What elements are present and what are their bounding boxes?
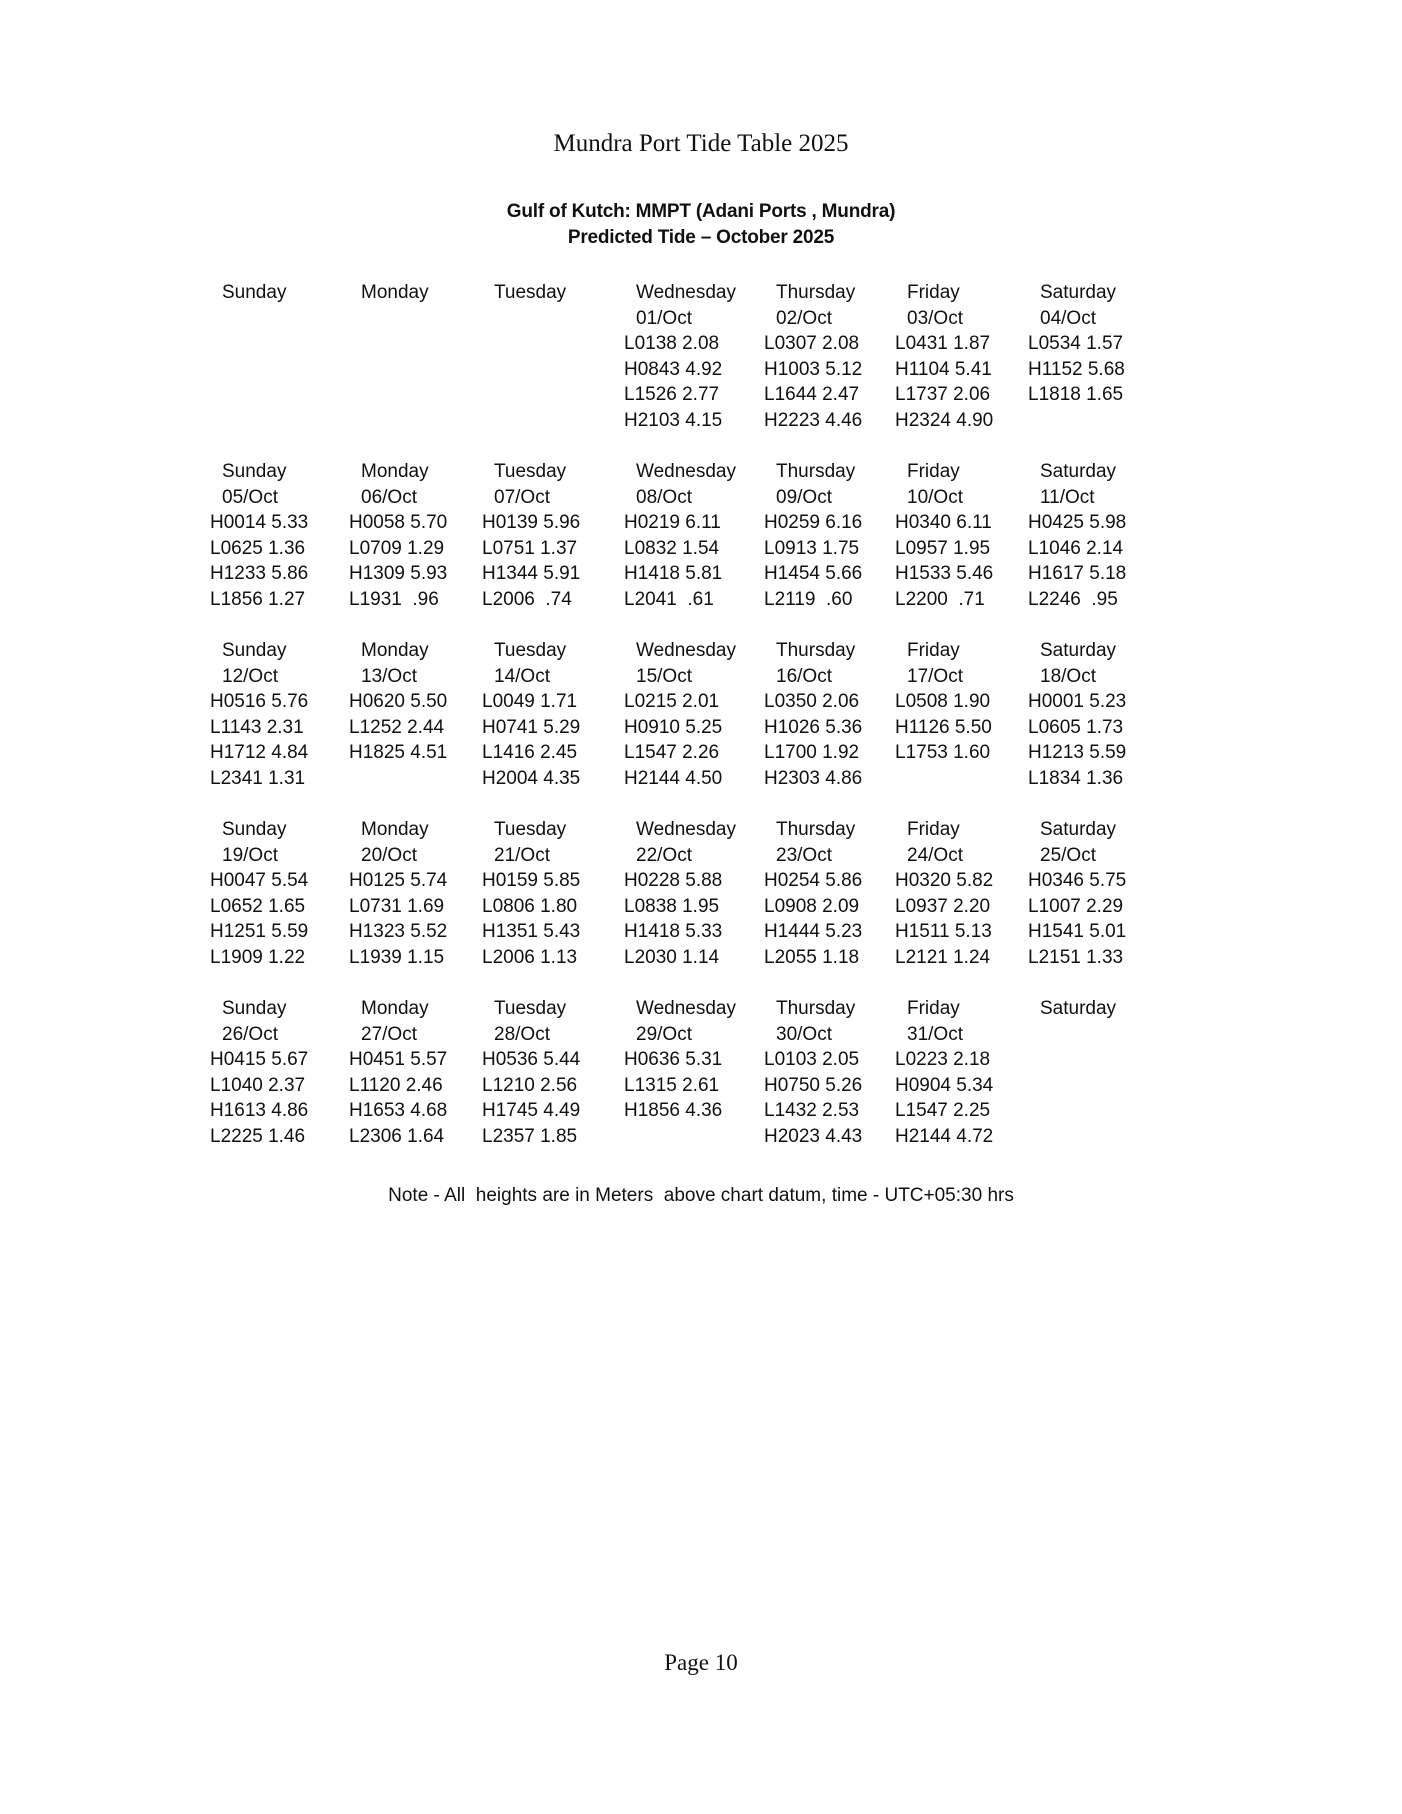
day-cell xyxy=(895,459,993,612)
day-date: 24/Oct xyxy=(907,844,963,866)
tide-entry: L0138 2.08 xyxy=(624,333,720,354)
day-cell xyxy=(895,817,993,970)
tide-entry: L0731 1.69 xyxy=(349,895,445,917)
tide-entry: L1432 2.53 xyxy=(764,1100,860,1121)
day-name: Sunday xyxy=(222,640,287,661)
day-date: 05/Oct xyxy=(222,486,278,508)
day-name: Friday xyxy=(907,998,960,1019)
day-date: 28/Oct xyxy=(494,1023,550,1045)
day-name: Friday xyxy=(907,461,960,482)
day-name: Thursday xyxy=(776,640,856,661)
day-cell xyxy=(764,459,862,612)
tide-entry: H0415 5.67 xyxy=(210,1049,309,1070)
day-name: Saturday xyxy=(1040,282,1117,303)
day-name: Friday xyxy=(907,819,960,840)
subtitle-period: Predicted Tide – October 2025 xyxy=(567,227,835,248)
tide-entry: H1351 5.43 xyxy=(482,921,581,942)
subtitle-location: Gulf of Kutch: MMPT (Adani Ports , Mundra) xyxy=(506,201,896,222)
day-date: 03/Oct xyxy=(907,307,963,329)
day-name: Sunday xyxy=(222,282,287,303)
day-date: 14/Oct xyxy=(494,665,550,687)
day-date: 12/Oct xyxy=(222,665,278,687)
day-cell xyxy=(210,996,308,1149)
tide-entry: L2041 .61 xyxy=(624,588,714,610)
day-cell xyxy=(624,280,736,433)
day-date: 02/Oct xyxy=(776,307,832,329)
day-cell xyxy=(1028,638,1126,791)
day-cell xyxy=(764,996,862,1149)
tide-entry: H1533 5.46 xyxy=(895,563,994,584)
day-cell xyxy=(210,280,286,306)
day-cell xyxy=(1028,817,1126,970)
tide-entry: H2004 4.35 xyxy=(482,767,581,789)
tide-entry: L1547 2.26 xyxy=(624,742,720,763)
day-cell xyxy=(482,996,580,1149)
day-name: Wednesday xyxy=(636,819,736,840)
day-name: Saturday xyxy=(1040,461,1117,482)
tide-entry: L1526 2.77 xyxy=(624,384,720,405)
tide-entry: H1511 5.13 xyxy=(895,921,992,942)
tide-entry: H0340 6.11 xyxy=(895,512,992,533)
day-cell xyxy=(349,638,447,766)
day-name: Wednesday xyxy=(636,998,736,1019)
day-name: Saturday xyxy=(1040,819,1117,840)
tide-entry: L2200 .71 xyxy=(895,588,985,610)
day-cell xyxy=(482,638,580,791)
tide-entry: L1939 1.15 xyxy=(349,946,445,968)
day-name: Monday xyxy=(361,640,429,661)
tide-entry: L0937 2.20 xyxy=(895,895,991,917)
day-cell xyxy=(349,817,447,970)
tide-entry: H0001 5.23 xyxy=(1028,691,1127,712)
tide-entry: L0605 1.73 xyxy=(1028,716,1124,738)
tide-entry: L0838 1.95 xyxy=(624,895,720,917)
tide-entry: H0259 6.16 xyxy=(764,512,863,533)
tide-entry: H0904 5.34 xyxy=(895,1074,994,1096)
tide-entry: H0910 5.25 xyxy=(624,716,723,738)
tide-entry: H1444 5.23 xyxy=(764,921,863,942)
tide-entry: L0223 2.18 xyxy=(895,1049,991,1070)
day-name: Thursday xyxy=(776,282,856,303)
tide-entry: L2246 .95 xyxy=(1028,588,1118,610)
day-name: Thursday xyxy=(776,998,856,1019)
day-date: 30/Oct xyxy=(776,1023,832,1045)
tide-entry: L1315 2.61 xyxy=(624,1074,720,1096)
tide-entry: L2006 .74 xyxy=(482,588,572,610)
day-date: 17/Oct xyxy=(907,665,963,687)
tide-entry: L0806 1.80 xyxy=(482,895,578,917)
tide-entry: H2103 4.15 xyxy=(624,409,723,431)
tide-entry: H0741 5.29 xyxy=(482,716,581,738)
day-name: Tuesday xyxy=(494,998,567,1019)
tide-entry: L0709 1.29 xyxy=(349,537,445,559)
tide-entry: H0750 5.26 xyxy=(764,1074,863,1096)
tide-entry: H0620 5.50 xyxy=(349,691,448,712)
day-cell xyxy=(349,996,447,1149)
tide-entry: H0536 5.44 xyxy=(482,1049,581,1070)
tide-entry: H2023 4.43 xyxy=(764,1125,863,1147)
tide-entry: L2225 1.46 xyxy=(210,1125,306,1147)
page-number: Page 10 xyxy=(664,1650,738,1675)
day-name: Thursday xyxy=(776,819,856,840)
day-cell xyxy=(624,459,736,612)
tide-entry: H1613 4.86 xyxy=(210,1100,309,1121)
tide-entry: L0957 1.95 xyxy=(895,537,991,559)
day-date: 11/Oct xyxy=(1040,486,1095,508)
tide-entry: L0652 1.65 xyxy=(210,895,306,917)
tide-entry: H1454 5.66 xyxy=(764,563,863,584)
day-cell xyxy=(764,280,862,433)
day-cell xyxy=(1028,280,1125,408)
day-date: 10/Oct xyxy=(907,486,963,508)
tide-entry: H1323 5.52 xyxy=(349,921,448,942)
tide-entry: L1547 2.25 xyxy=(895,1100,991,1121)
tide-entry: H1712 4.84 xyxy=(210,742,309,763)
day-cell xyxy=(895,280,993,433)
tide-entry: L1210 2.56 xyxy=(482,1074,578,1096)
day-date: 09/Oct xyxy=(776,486,832,508)
tide-entry: H1251 5.59 xyxy=(210,921,309,942)
tide-entry: L0832 1.54 xyxy=(624,537,720,559)
day-name: Tuesday xyxy=(494,461,567,482)
day-date: 01/Oct xyxy=(636,307,692,329)
day-cell xyxy=(349,459,447,612)
day-date: 29/Oct xyxy=(636,1023,692,1045)
tide-entry: L1931 .96 xyxy=(349,588,439,610)
day-cell xyxy=(624,638,736,791)
week-row xyxy=(0,459,1402,639)
tide-entry: H1541 5.01 xyxy=(1028,921,1127,942)
tide-entry: L1143 2.31 xyxy=(210,716,304,738)
tide-entry: L2119 .60 xyxy=(764,588,853,610)
tide-entry: L1834 1.36 xyxy=(1028,767,1124,789)
day-name: Tuesday xyxy=(494,819,567,840)
day-name: Wednesday xyxy=(636,461,736,482)
tide-entry: H0228 5.88 xyxy=(624,870,723,891)
day-name: Sunday xyxy=(222,998,287,1019)
day-name: Tuesday xyxy=(494,282,567,303)
tide-entry: H0058 5.70 xyxy=(349,512,448,533)
tide-entry: H1617 5.18 xyxy=(1028,563,1127,584)
day-cell xyxy=(624,817,736,970)
day-cell xyxy=(210,459,308,612)
day-name: Saturday xyxy=(1040,640,1117,661)
tide-entry: H1003 5.12 xyxy=(764,358,863,380)
tide-entry: L1737 2.06 xyxy=(895,384,991,405)
day-cell xyxy=(210,638,308,791)
tide-entry: H0254 5.86 xyxy=(764,870,863,891)
document-title: Mundra Port Tide Table 2025 xyxy=(553,130,849,157)
day-cell xyxy=(482,817,580,970)
tide-entry: L1856 1.27 xyxy=(210,588,306,610)
tide-entry: H0047 5.54 xyxy=(210,870,309,891)
tide-entry: L1644 2.47 xyxy=(764,384,860,405)
tide-entry: H0425 5.98 xyxy=(1028,512,1127,533)
day-date: 25/Oct xyxy=(1040,844,1096,866)
tide-entry: L1120 2.46 xyxy=(349,1074,443,1096)
day-name: Saturday xyxy=(1040,998,1117,1019)
day-date: 04/Oct xyxy=(1040,307,1096,329)
week-row xyxy=(0,817,1402,997)
tide-entry: L0908 2.09 xyxy=(764,895,860,917)
tide-entry: H0516 5.76 xyxy=(210,691,309,712)
day-name: Wednesday xyxy=(636,640,736,661)
tide-entry: H1126 5.50 xyxy=(895,716,992,738)
tide-entry: L0534 1.57 xyxy=(1028,333,1124,354)
tide-entry: L1416 2.45 xyxy=(482,742,578,763)
tide-entry: L1040 2.37 xyxy=(210,1074,306,1096)
day-date: 06/Oct xyxy=(361,486,417,508)
tide-entry: L0431 1.87 xyxy=(895,333,991,354)
day-date: 07/Oct xyxy=(494,486,550,508)
day-date: 13/Oct xyxy=(361,665,417,687)
tide-entry: H1745 4.49 xyxy=(482,1100,581,1121)
day-cell xyxy=(895,638,992,766)
tide-entry: H0843 4.92 xyxy=(624,358,723,380)
tide-entry: H1233 5.86 xyxy=(210,563,309,584)
tide-entry: L0913 1.75 xyxy=(764,537,860,559)
tide-entry: L0508 1.90 xyxy=(895,691,991,712)
tide-entry: L2055 1.18 xyxy=(764,946,860,968)
tide-entry: L2306 1.64 xyxy=(349,1125,445,1147)
tide-entry: L0049 1.71 xyxy=(482,691,578,712)
day-date: 18/Oct xyxy=(1040,665,1096,687)
tide-entry: H2144 4.50 xyxy=(624,767,723,789)
tide-entry: H0014 5.33 xyxy=(210,512,309,533)
day-name: Monday xyxy=(361,819,429,840)
tide-entry: H2303 4.86 xyxy=(764,767,863,789)
day-date: 08/Oct xyxy=(636,486,692,508)
day-date: 16/Oct xyxy=(776,665,832,687)
tide-entry: H0159 5.85 xyxy=(482,870,581,891)
day-name: Tuesday xyxy=(494,640,567,661)
day-name: Sunday xyxy=(222,461,287,482)
tide-entry: H2324 4.90 xyxy=(895,409,994,431)
tide-entry: H2144 4.72 xyxy=(895,1125,994,1147)
day-cell xyxy=(764,817,862,970)
tide-entry: L0751 1.37 xyxy=(482,537,578,559)
tide-entry: L0307 2.08 xyxy=(764,333,860,354)
tide-entry: H1344 5.91 xyxy=(482,563,581,584)
day-cell xyxy=(1028,996,1116,1022)
tide-entry: H1825 4.51 xyxy=(349,742,448,763)
day-date: 15/Oct xyxy=(636,665,692,687)
tide-entry: H1152 5.68 xyxy=(1028,358,1125,380)
tide-entry: L2030 1.14 xyxy=(624,946,720,968)
tide-entry: H2223 4.46 xyxy=(764,409,863,431)
day-date: 19/Oct xyxy=(222,844,278,866)
tide-entry: H1418 5.33 xyxy=(624,921,723,942)
units-note: Note - All heights are in Meters above chart datum, time - UTC+05:30 hrs xyxy=(388,1185,1014,1206)
day-cell xyxy=(349,280,429,306)
day-name: Thursday xyxy=(776,461,856,482)
week-row xyxy=(0,638,1402,818)
tide-entry: L2121 1.24 xyxy=(895,946,991,968)
day-cell xyxy=(482,280,566,306)
tide-entry: H0139 5.96 xyxy=(482,512,581,533)
tide-entry: H1213 5.59 xyxy=(1028,742,1127,763)
day-cell xyxy=(482,459,580,612)
tide-entry: L1007 2.29 xyxy=(1028,895,1124,917)
day-date: 20/Oct xyxy=(361,844,417,866)
day-cell xyxy=(1028,459,1126,612)
tide-entry: H0346 5.75 xyxy=(1028,870,1127,891)
day-cell xyxy=(895,996,993,1149)
tide-entry: H1309 5.93 xyxy=(349,563,448,584)
day-cell xyxy=(624,996,736,1124)
tide-entry: L0103 2.05 xyxy=(764,1049,860,1070)
tide-entry: H1026 5.36 xyxy=(764,716,863,738)
tide-entry: H1856 4.36 xyxy=(624,1100,723,1121)
day-name: Friday xyxy=(907,282,960,303)
tide-entry: H0320 5.82 xyxy=(895,870,994,891)
tide-entry: H0125 5.74 xyxy=(349,870,448,891)
day-date: 22/Oct xyxy=(636,844,692,866)
day-name: Monday xyxy=(361,998,429,1019)
week-row xyxy=(0,996,1402,1176)
tide-entry: L2341 1.31 xyxy=(210,767,306,789)
tide-entry: L1909 1.22 xyxy=(210,946,306,968)
tide-entry: L1046 2.14 xyxy=(1028,537,1124,559)
day-name: Monday xyxy=(361,461,429,482)
day-cell xyxy=(764,638,862,791)
day-name: Monday xyxy=(361,282,429,303)
day-date: 27/Oct xyxy=(361,1023,417,1045)
day-date: 31/Oct xyxy=(907,1023,963,1045)
day-name: Wednesday xyxy=(636,282,736,303)
tide-entry: L0625 1.36 xyxy=(210,537,306,559)
day-cell xyxy=(210,817,308,970)
week-row xyxy=(0,280,1402,460)
tide-entry: H1418 5.81 xyxy=(624,563,723,584)
day-name: Friday xyxy=(907,640,960,661)
tide-entry: L0350 2.06 xyxy=(764,691,860,712)
day-date: 23/Oct xyxy=(776,844,832,866)
tide-entry: H0636 5.31 xyxy=(624,1049,723,1070)
tide-entry: H0219 6.11 xyxy=(624,512,721,533)
day-name: Sunday xyxy=(222,819,287,840)
tide-entry: L0215 2.01 xyxy=(624,691,720,712)
tide-entry: L2357 1.85 xyxy=(482,1125,578,1147)
day-date: 26/Oct xyxy=(222,1023,278,1045)
tide-entry: H1653 4.68 xyxy=(349,1100,448,1121)
tide-entry: H0451 5.57 xyxy=(349,1049,448,1070)
day-date: 21/Oct xyxy=(494,844,550,866)
tide-entry: L1753 1.60 xyxy=(895,742,991,763)
tide-entry: H1104 5.41 xyxy=(895,358,992,380)
tide-entry: L2151 1.33 xyxy=(1028,946,1124,968)
tide-entry: L1818 1.65 xyxy=(1028,384,1124,405)
tide-entry: L1252 2.44 xyxy=(349,716,445,738)
tide-entry: L1700 1.92 xyxy=(764,742,860,763)
tide-entry: L2006 1.13 xyxy=(482,946,578,968)
